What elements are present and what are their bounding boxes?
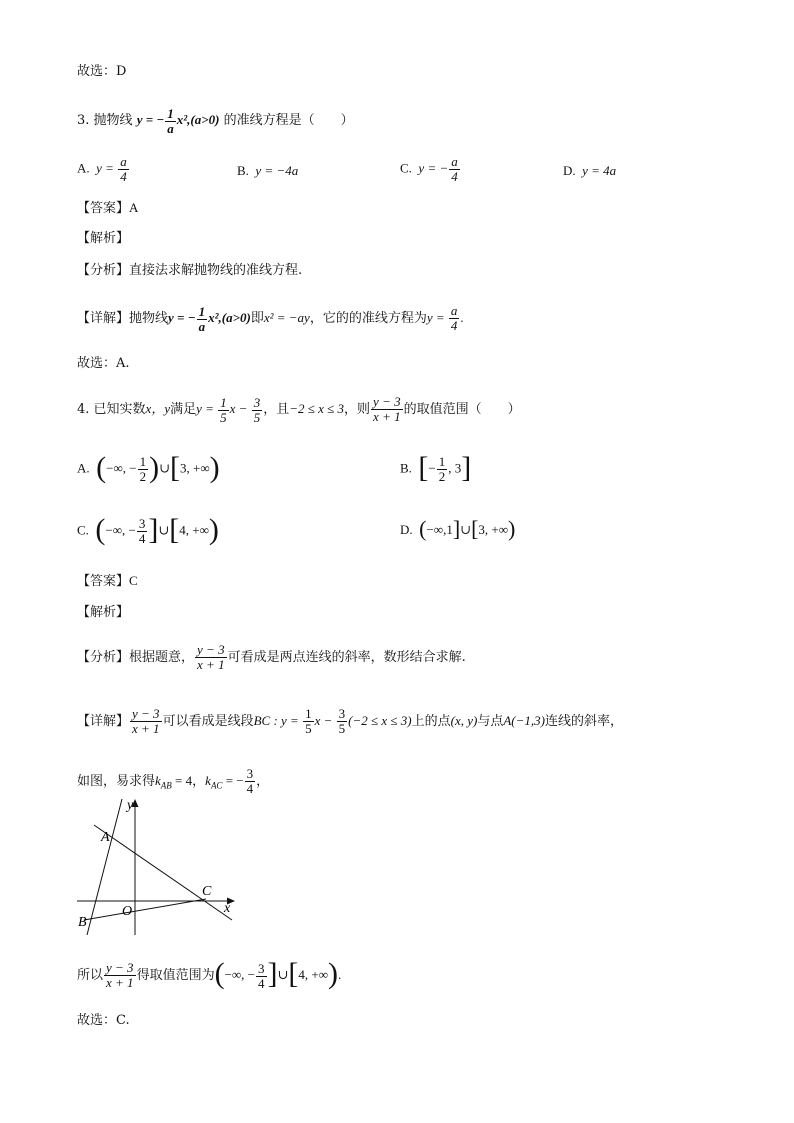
slope-figure <box>72 795 242 940</box>
q2-final-answer: 故选：D <box>77 64 127 79</box>
q4-answer: 【答案】C <box>77 573 138 589</box>
q4-suoyi: 所以 $\frac{y - 3}{x + 1}$ 得取值范围为(−∞, − $\frac{3}{4}$ ]∪[4, +∞). <box>77 957 342 991</box>
q4-option-d: D. (−∞,1]∪[3, +∞) <box>400 516 516 542</box>
q4-option-a: A. (−∞, − $\frac{1}{2}$ )∪[3, +∞) <box>77 450 220 484</box>
q4-analysis-tag: 【解析】 <box>77 605 130 620</box>
q3-analysis-tag: 【解析】 <box>77 231 130 246</box>
q3-option-b: B. y = −4a <box>237 163 299 178</box>
q3-equation: y = − $\frac{1}{a}$ x²,(a>0) <box>136 105 220 136</box>
label-b: B <box>78 915 87 930</box>
q4-option-c: C. (−∞, − $\frac{3}{4}$ ]∪[4, +∞) <box>77 512 219 546</box>
q4-final: 故选：C. <box>77 1013 130 1028</box>
q3-stem-tail: 的准线方程是（ ） <box>223 113 354 128</box>
label-x: x <box>224 901 231 916</box>
q4-fenxi: 【分析】根据题意， $\frac{y - 3}{x + 1}$ 可看成是两点连线的斜率，数形结合求解. <box>77 642 466 672</box>
q3-option-d: D. y = 4a <box>563 163 617 178</box>
label-a: A <box>101 830 110 845</box>
line-ac <box>94 825 232 920</box>
label-y: y <box>127 798 134 813</box>
q3-fenxi: 【分析】直接法求解抛物线的准线方程. <box>77 263 303 278</box>
q4-rutu: 如图，易求得$k_{AB} = 4$，$k_{AC}$ = − $\frac{3}{4}$ ， <box>77 766 270 796</box>
q3-stem <box>77 104 354 137</box>
q4-option-b: B. [− $\frac{1}{2}$ , 3] <box>400 450 472 484</box>
q3-option-c: C. y = − $\frac{a}{4}$ <box>400 154 458 184</box>
q3-option-a: A. y = $\frac{a}{4}$ <box>77 154 127 184</box>
label-c: C <box>202 884 212 899</box>
q4-stem: 4. 已知实数x，y满足y = $\frac{1}{5}$ x − $\frac{3}{5}$ ，且−2 ≤ x ≤ 3，则 $\frac{y - 3}{x + 1}$ 的取值范围（ ） <box>77 394 521 425</box>
q3-xiangjie: 【详解】抛物线y = − $\frac{1}{a}$ x²,(a>0)即x² = −ay，它的的准线方程为y = $\frac{a}{4}$ . <box>77 303 464 334</box>
segment-bc <box>84 899 206 920</box>
q3-final: 故选：A. <box>77 356 130 371</box>
q3-number: 3. 抛物线 <box>77 113 133 128</box>
label-o: O <box>122 904 133 919</box>
q3-answer: 【答案】A <box>77 200 139 216</box>
q4-xiangjie: 【详解】 $\frac{y - 3}{x + 1}$ 可以看成是线段BC : y = $\frac{1}{5}$ x − $\frac{3}{5}$ (−2 ≤ x ≤ 3)上的点(x, y)与点A(−1,3)连线的斜率， <box>77 706 623 736</box>
